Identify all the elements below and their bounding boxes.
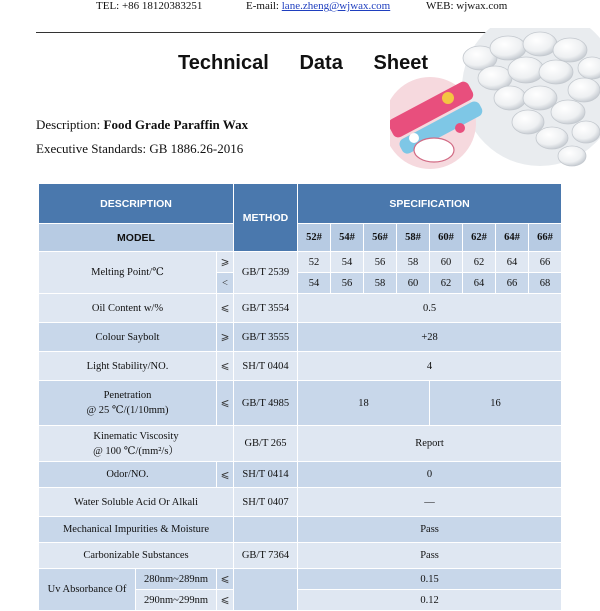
page-title — [178, 52, 428, 75]
lt-symbol: < — [217, 273, 234, 294]
light-stability-value: 4 — [298, 352, 562, 381]
description-header: DESCRIPTION — [39, 184, 234, 224]
odor-method: SH/T 0414 — [234, 462, 298, 488]
light-stability-method: SH/T 0404 — [234, 352, 298, 381]
table-row — [39, 426, 562, 462]
penetration-label-line: Penetration — [103, 390, 152, 401]
melting-min-value: 66 — [529, 252, 562, 273]
le-symbol: ⩽ — [217, 294, 234, 323]
product-name: Food Grade Paraffin Wax — [103, 117, 249, 132]
model-header: MODEL — [39, 224, 234, 252]
email-info — [246, 0, 390, 12]
le-symbol: ⩽ — [217, 352, 234, 381]
le-symbol: ⩽ — [217, 569, 234, 590]
water-soluble-acid-label: Water Soluble Acid Or Alkali — [39, 488, 234, 517]
table-row — [39, 381, 562, 426]
grade-label: 56# — [364, 224, 397, 252]
melting-max-value: 56 — [331, 273, 364, 294]
email-label: E-mail: — [246, 0, 279, 12]
grade-label: 66# — [529, 224, 562, 252]
specification-header: SPECIFICATION — [298, 184, 562, 224]
melting-min-value: 62 — [463, 252, 496, 273]
table-row — [39, 517, 562, 543]
mechanical-impurities-value: Pass — [298, 517, 562, 543]
candy-photo — [390, 77, 484, 169]
uv-absorbance-value: 0.15 — [298, 569, 562, 590]
uv-absorbance-value: 0.12 — [298, 590, 562, 611]
melting-min-value: 56 — [364, 252, 397, 273]
viscosity-label-line: @ 100 ℃/(mm²/s） — [93, 445, 179, 457]
phone-number: TEL: +86 18120383251 — [96, 0, 203, 12]
grade-label: 58# — [397, 224, 430, 252]
le-symbol: ⩽ — [217, 462, 234, 488]
penetration-label — [39, 381, 217, 426]
carbonizable-substances-label: Carbonizable Substances — [39, 543, 234, 569]
melting-max-value: 64 — [463, 273, 496, 294]
colour-saybolt-label: Colour Saybolt — [39, 323, 217, 352]
uv-absorbance-method — [234, 569, 298, 611]
method-header: METHOD — [234, 184, 298, 252]
melting-min-value: 54 — [331, 252, 364, 273]
ge-symbol: ⩾ — [217, 323, 234, 352]
melting-max-value: 58 — [364, 273, 397, 294]
grade-label: 52# — [298, 224, 331, 252]
penetration-value: 16 — [430, 381, 562, 426]
melting-max-value: 60 — [397, 273, 430, 294]
uv-range: 290nm~299nm — [136, 590, 217, 611]
table-row — [39, 323, 562, 352]
grade-label: 64# — [496, 224, 529, 252]
penetration-value: 18 — [298, 381, 430, 426]
oil-content-value: 0.5 — [298, 294, 562, 323]
contact-bar — [0, 0, 600, 14]
melting-max-value: 66 — [496, 273, 529, 294]
melting-point-label: Melting Point/℃ — [39, 252, 217, 294]
penetration-method: GB/T 4985 — [234, 381, 298, 426]
melting-min-value: 58 — [397, 252, 430, 273]
odor-value: 0 — [298, 462, 562, 488]
le-symbol: ⩽ — [217, 590, 234, 611]
odor-label: Odor/NO. — [39, 462, 217, 488]
colour-saybolt-value: +28 — [298, 323, 562, 352]
water-soluble-acid-method: SH/T 0407 — [234, 488, 298, 517]
kinematic-viscosity-value: Report — [298, 426, 562, 462]
melting-point-method: GB/T 2539 — [234, 252, 298, 294]
grade-label: 54# — [331, 224, 364, 252]
table-row — [39, 569, 562, 590]
table-row — [39, 462, 562, 488]
kinematic-viscosity-label — [39, 426, 234, 462]
grade-label: 60# — [430, 224, 463, 252]
oil-content-label: Oil Content w/% — [39, 294, 217, 323]
table-row — [39, 252, 562, 273]
le-symbol: ⩽ — [217, 381, 234, 426]
kinematic-viscosity-method: GB/T 265 — [234, 426, 298, 462]
water-soluble-acid-value: — — [298, 488, 562, 517]
penetration-label-line: @ 25 ℃/(1/10mm) — [86, 405, 169, 416]
description-label: Description: — [36, 117, 101, 132]
website: WEB: wjwax.com — [426, 0, 508, 12]
viscosity-label-line: Kinematic Viscosity — [93, 430, 179, 442]
uv-absorbance-label: Uv Absorbance Of — [39, 569, 136, 611]
light-stability-label: Light Stability/NO. — [39, 352, 217, 381]
title-word: Sheet — [373, 52, 428, 74]
table-row — [39, 543, 562, 569]
melting-min-value: 60 — [430, 252, 463, 273]
executive-standards: Executive Standards: GB 1886.26-2016 — [36, 141, 244, 156]
email-link[interactable]: lane.zheng@wjwax.com — [281, 0, 391, 12]
grade-label: 62# — [463, 224, 496, 252]
oil-content-method: GB/T 3554 — [234, 294, 298, 323]
uv-range: 280nm~289nm — [136, 569, 217, 590]
mechanical-impurities-label: Mechanical Impurities & Moisture — [39, 517, 234, 543]
carbonizable-substances-method: GB/T 7364 — [234, 543, 298, 569]
melting-max-value: 62 — [430, 273, 463, 294]
melting-min-value: 64 — [496, 252, 529, 273]
product-description — [36, 117, 248, 133]
melting-max-value: 54 — [298, 273, 331, 294]
mechanical-impurities-method — [234, 517, 298, 543]
melting-min-value: 52 — [298, 252, 331, 273]
table-row — [39, 294, 562, 323]
wax-product-photo — [390, 28, 600, 178]
colour-saybolt-method: GB/T 3555 — [234, 323, 298, 352]
spec-table — [38, 183, 562, 611]
ge-symbol: ⩾ — [217, 252, 234, 273]
carbonizable-substances-value: Pass — [298, 543, 562, 569]
table-row — [39, 352, 562, 381]
table-row — [39, 488, 562, 517]
title-word: Technical — [178, 52, 269, 74]
title-word: Data — [299, 52, 343, 74]
melting-max-value: 68 — [529, 273, 562, 294]
